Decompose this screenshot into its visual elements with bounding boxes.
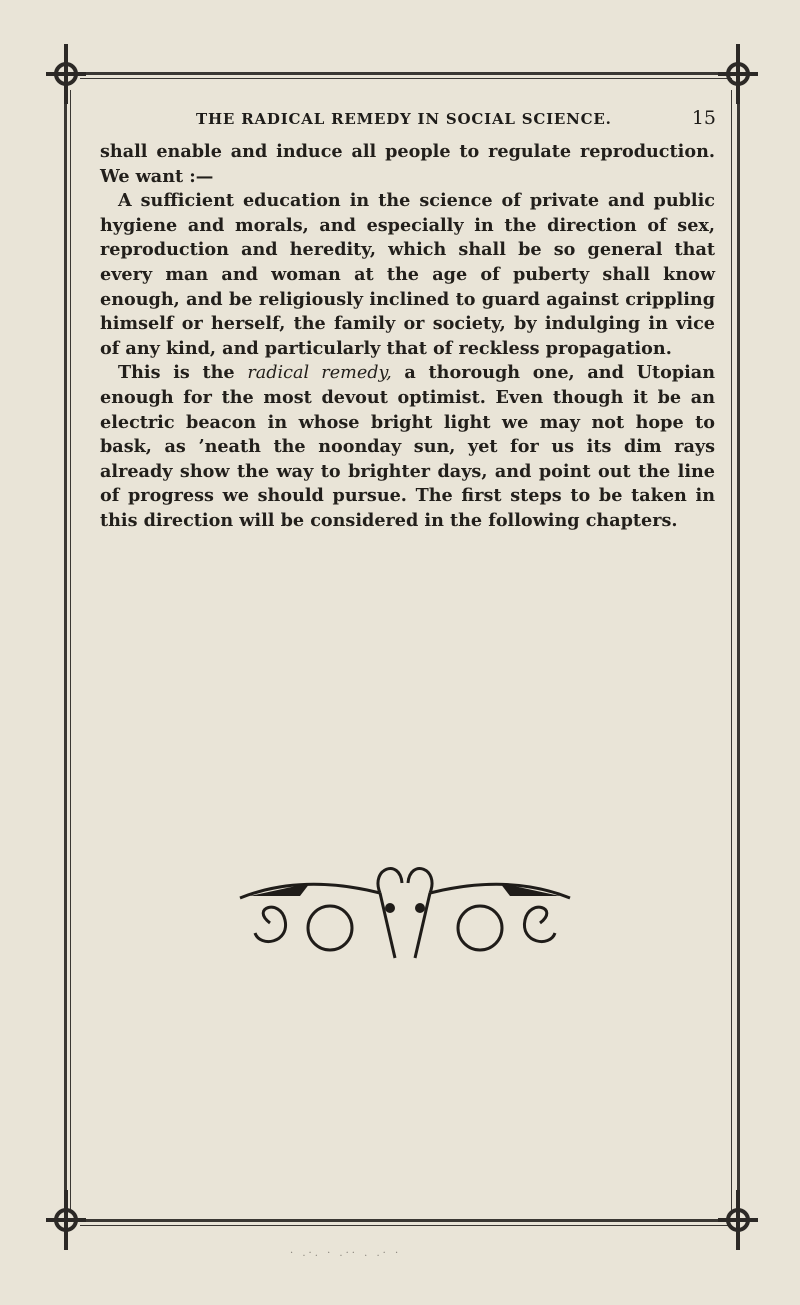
border-top-inner: [80, 78, 732, 79]
corner-ornament-icon: [46, 44, 86, 104]
paragraph-3: [100, 361, 715, 533]
paragraph-1: shall enable and induce all people to regulate reproduction. We want :—: [100, 141, 715, 187]
paragraph-3-start: This is the: [118, 362, 248, 384]
running-title: THE RADICAL REMEDY IN SOCIAL SCIENCE.: [196, 110, 612, 128]
radical-remedy-italic: radical remedy,: [247, 363, 392, 384]
border-bottom-inner: [80, 1225, 732, 1226]
border-right-inner: [731, 90, 732, 1210]
border-top: [70, 72, 742, 75]
paragraph-2: A sufficient education in the science of private and public hygiene and morals, and especially in the direction of sex, reproduction and heredity, which shall be so general that every man and woman at the age of puberty shall know enough, and be religiously inclined to guard against crippling himself or herself, the family or society, by indulging in vice of any kind, and particularly that of reckless propagation.: [100, 190, 715, 359]
page-number: 15: [691, 107, 716, 129]
border-bottom: [70, 1219, 742, 1222]
border-right: [737, 80, 740, 1220]
corner-ornament-icon: [718, 44, 758, 104]
body-text: [100, 140, 715, 534]
page-speckle: · .·. · .·· . .· ·: [290, 1248, 402, 1259]
border-left: [64, 80, 67, 1220]
tailpiece-ornament-icon: [230, 848, 580, 968]
border-left-inner: [70, 90, 71, 1210]
corner-ornament-icon: [718, 1190, 758, 1250]
corner-ornament-icon: [46, 1190, 86, 1250]
running-header: [196, 107, 716, 134]
paragraph-3-rest: a thorough one, and Utopian enough for the most devout optimist. Even though it be an electric beacon in whose bright light we may not hope to bask, as ’neath the noonday sun, yet for us its dim rays already show the way to brighter days, and point out the line of progress we should pursue. The first steps to be taken in this direction will be considered in the following chapters.: [100, 362, 715, 531]
